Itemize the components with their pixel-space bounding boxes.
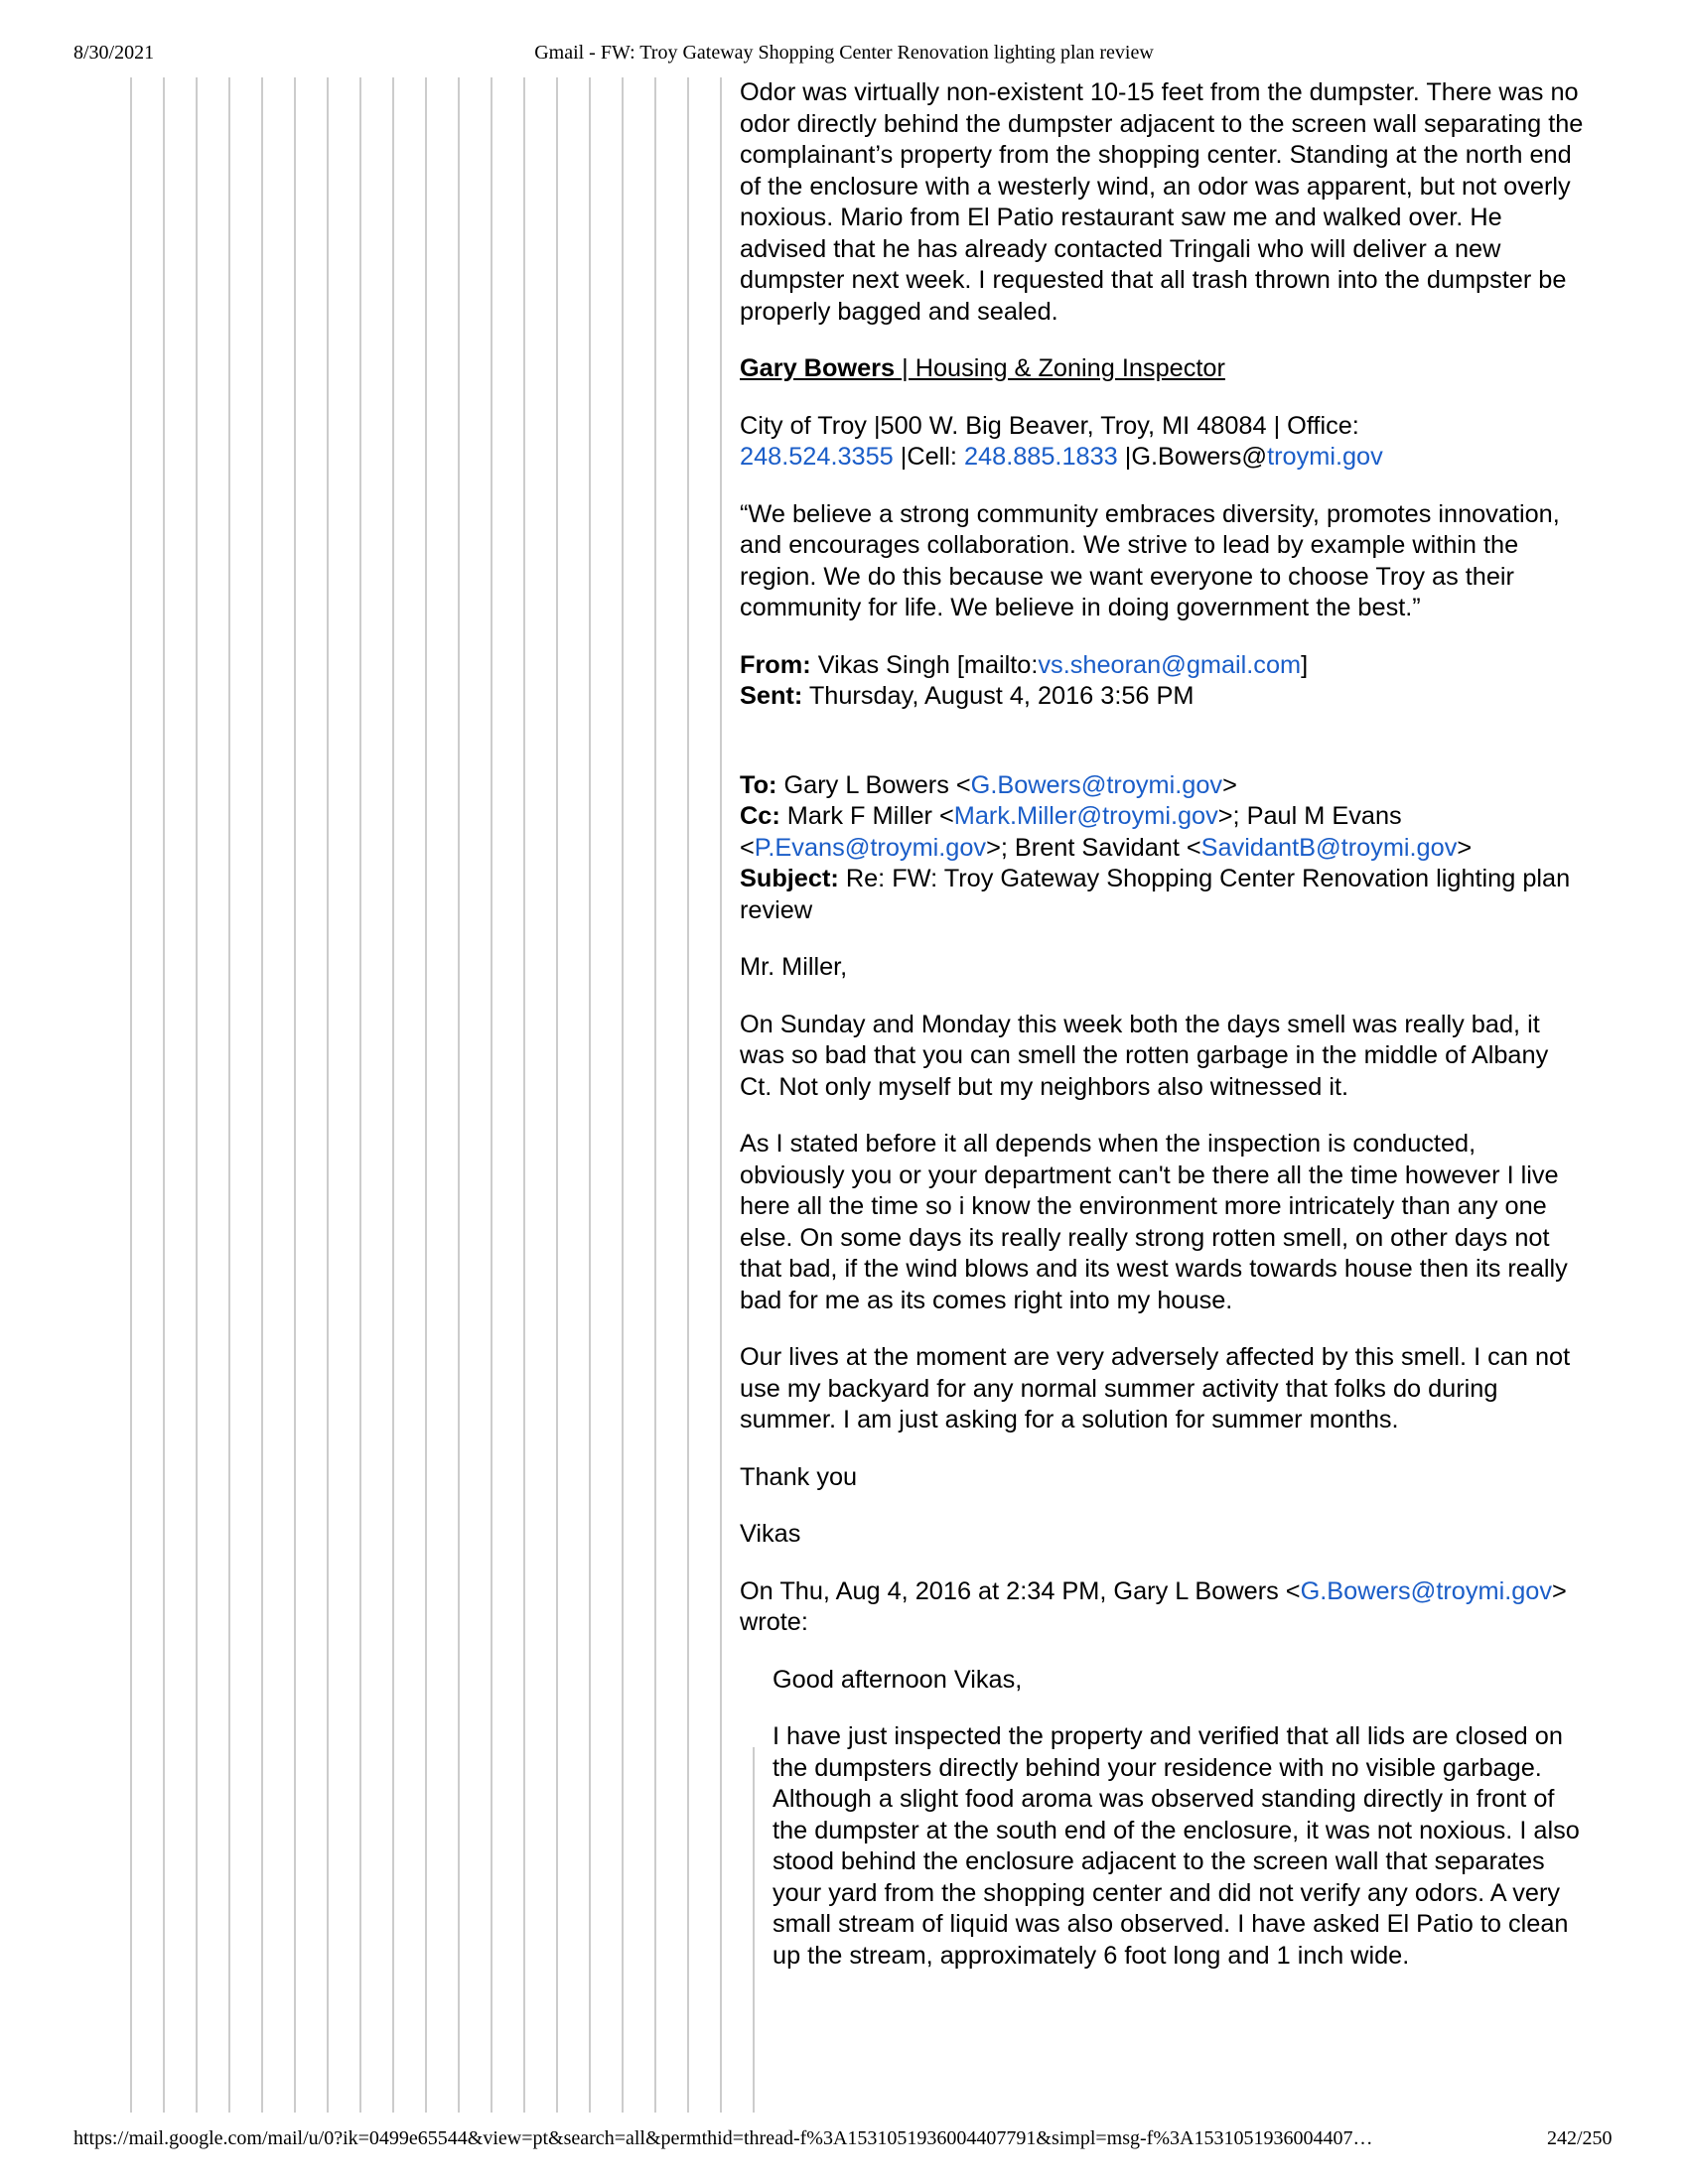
from-label: From:	[740, 650, 811, 679]
cc-email-link-2[interactable]: P.Evans@troymi.gov	[754, 833, 987, 862]
signature-title: | Housing & Zoning Inspector	[902, 354, 1225, 382]
page-number: 242/250	[1547, 2127, 1613, 2149]
spacer	[740, 713, 1584, 770]
to-email-link[interactable]: G.Bowers@troymi.gov	[970, 770, 1223, 799]
quote-attribution	[740, 1576, 1584, 1639]
forwarded-headers-from	[740, 650, 1584, 713]
print-date: 8/30/2021	[73, 42, 155, 64]
attribution-suffix: > wrote:	[740, 1576, 1567, 1636]
signature-quote: “We believe a strong community embraces diversity, promotes innovation, and encourages collaboration. We strive to lead by example within the region. We do this because we want everyone to choose Troy as their community for life. We believe in doing government the best.”	[740, 499, 1560, 621]
print-url: https://mail.google.com/mail/u/0?ik=0499e65544&view=pt&search=all&permthid=thread-f%3A1531051936004407791&simpl=msg-f%3A1531051936004407…	[73, 2127, 1373, 2149]
signature-domain-link[interactable]: troymi.gov	[1267, 443, 1383, 471]
reply-paragraph-2: As I stated before it all depends when the inspection is conducted, obviously you or your department can't be there all the time however I live here all the time so i know the environment more intricately than any one else. On some days its really really strong rotten smell, on other days not that bad, if the wind blows and its west wards towards house then its really bad for me as its comes right into my house.	[740, 1130, 1568, 1314]
sent-label: Sent:	[740, 682, 803, 710]
cc-sep-1: >; Paul M Evans <	[740, 802, 1402, 862]
cell-phone-link[interactable]: 248.885.1833	[963, 443, 1118, 471]
signature-contact	[740, 411, 1584, 474]
forwarded-headers-to	[740, 770, 1584, 927]
to-close: >	[1222, 770, 1237, 799]
cell-label: |Cell:	[893, 443, 964, 471]
quote-line	[359, 77, 361, 2113]
cc-sep-2: >; Brent Savidant <	[986, 833, 1201, 862]
attribution-email-link[interactable]: G.Bowers@troymi.gov	[1300, 1576, 1553, 1605]
quote-line	[228, 77, 230, 2113]
from-close: ]	[1301, 650, 1309, 679]
cc-close: >	[1457, 833, 1473, 862]
quote-line	[589, 77, 591, 2113]
quote-line	[196, 77, 198, 2113]
reply-paragraph-1: On Sunday and Monday this week both the days smell was really bad, it was so bad that you can smell the rotten garbage in the middle of Albany Ct. Not only myself but my neighbors also witnessed it.	[740, 1010, 1549, 1101]
cc-email-link-1[interactable]: Mark.Miller@troymi.gov	[953, 802, 1218, 830]
signature-address: City of Troy |500 W. Big Beaver, Troy, MI 48084 | Office:	[740, 411, 1359, 440]
quote-line	[392, 77, 394, 2113]
quote-line	[720, 77, 722, 2113]
subject-value: Re: FW: Troy Gateway Shopping Center Renovation lighting plan review	[740, 865, 1571, 924]
reply-signoff-name: Vikas	[740, 1520, 801, 1548]
quote-line	[458, 77, 460, 2113]
from-name: Vikas Singh [mailto:	[810, 650, 1039, 679]
signature-name: Gary Bowers	[740, 354, 903, 382]
quoted-greeting: Good afternoon Vikas,	[773, 1665, 1023, 1694]
sent-line	[740, 681, 1584, 713]
quoted-message	[773, 1665, 1584, 1973]
sent-value: Thursday, August 4, 2016 3:56 PM	[802, 682, 1195, 710]
quoted-body: I have just inspected the property and verified that all lids are closed on the dumpsters directly behind your residence with no visible garbage. Although a slight food aroma was observed standing directly in front of the dumpster at the south end of the enclosure, it was not noxious. I also stood behind the enclosure adjacent to the screen wall that separates your yard from the shopping center and did not verify any odors. A very small stream of liquid was also observed. I have asked El Patio to clean up the stream, approximately 6 foot long and 1 inch wide.	[773, 1722, 1580, 1970]
opening-paragraph: Odor was virtually non-existent 10-15 feet from the dumpster. There was no odor directly behind the dumpster adjacent to the screen wall separating the complainant’s property from the shopping center. Standing at the north end of the enclosure with a westerly wind, an odor was apparent, but not overly noxious. Mario from El Patio restaurant saw me and walked over. He advised that he has already contacted Tringali who will deliver a new dumpster next week. I requested that all trash thrown into the dumpster be properly bagged and sealed.	[740, 78, 1584, 326]
quote-line	[425, 77, 427, 2113]
to-name: Gary L Bowers <	[776, 770, 971, 799]
quote-line	[556, 77, 558, 2113]
reply-greeting: Mr. Miller,	[740, 953, 848, 981]
quote-line	[523, 77, 525, 2113]
attribution-prefix: On Thu, Aug 4, 2016 at 2:34 PM, Gary L Bowers <	[740, 1576, 1301, 1605]
quote-line	[163, 77, 165, 2113]
subject-line	[740, 864, 1584, 926]
quote-line	[130, 77, 132, 2113]
email-body	[740, 77, 1584, 1997]
print-title: Gmail - FW: Troy Gateway Shopping Center Renovation lighting plan review	[534, 42, 1154, 64]
office-phone-link[interactable]: 248.524.3355	[740, 443, 894, 471]
quote-line	[654, 77, 656, 2113]
quote-line	[261, 77, 263, 2113]
cc-name-1: Mark F Miller <	[779, 802, 954, 830]
cc-line	[740, 801, 1584, 864]
to-label: To:	[740, 770, 777, 799]
cc-label: Cc:	[740, 802, 780, 830]
quote-line	[622, 77, 624, 2113]
quote-line	[687, 77, 689, 2113]
from-email-link[interactable]: vs.sheoran@gmail.com	[1038, 650, 1302, 679]
reply-thanks: Thank you	[740, 1462, 858, 1491]
quote-line	[327, 77, 329, 2113]
signature-name-line	[740, 353, 1584, 385]
reply-paragraph-3: Our lives at the moment are very adversely affected by this smell. I can not use my backyard for any normal summer activity that folks do during summer. I am just asking for a solution for summer months.	[740, 1343, 1571, 1433]
cc-email-link-3[interactable]: SavidantB@troymi.gov	[1200, 833, 1458, 862]
quote-line	[491, 77, 492, 2113]
to-line	[740, 770, 1584, 802]
quote-line	[294, 77, 296, 2113]
from-line	[740, 650, 1584, 682]
signature-email-prefix: |G.Bowers@	[1117, 443, 1268, 471]
subject-label: Subject:	[740, 865, 839, 892]
